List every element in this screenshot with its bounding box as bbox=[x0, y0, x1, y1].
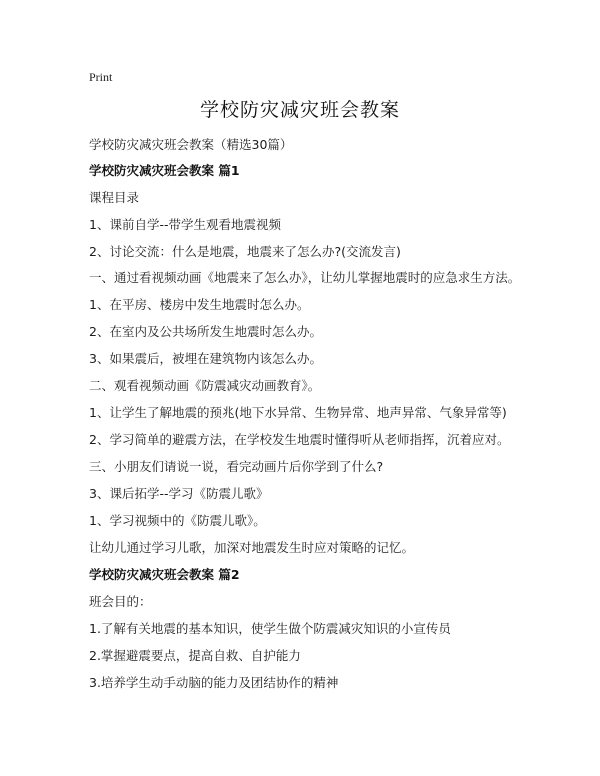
paragraph-line: 班会目的： bbox=[89, 594, 152, 609]
paragraph-line: 1、在平房、楼房中发生地震时怎么办。 bbox=[89, 297, 310, 312]
section-heading-1: 学校防灾减灾班会教案 篇1 bbox=[89, 163, 240, 178]
paragraph-line: 二、观看视频动画《防震减灾动画教育》。 bbox=[89, 378, 321, 393]
paragraph-line: 1、学习视频中的《防震儿歌》。 bbox=[89, 513, 266, 528]
paragraph-line: 2.掌握避震要点，提高自救、自护能力 bbox=[89, 648, 301, 663]
paragraph-line: 2、学习简单的避震方法，在学校发生地震时懂得听从老师指挥，沉着应对。 bbox=[89, 432, 510, 447]
page-title: 学校防灾减灾班会教案 bbox=[199, 99, 400, 121]
paragraph-line: 2、在室内及公共场所发生地震时怎么办。 bbox=[89, 324, 322, 339]
paragraph-line: 1、课前自学--带学生观看地震视频 bbox=[89, 217, 281, 232]
paragraph-line: 3、课后拓学--学习《防震儿歌》 bbox=[89, 486, 269, 501]
paragraph-line: 三、小朋友们请说一说，看完动画片后你学到了什么? bbox=[89, 459, 384, 474]
paragraph-line: 1、让学生了解地震的预兆(地下水异常、生物异常、地声异常、气象异常等) bbox=[89, 405, 507, 420]
print-label: Print bbox=[89, 70, 113, 84]
paragraph-line: 2、讨论交流：什么是地震，地震来了怎么办?(交流发言) bbox=[89, 244, 401, 259]
paragraph-line: 让幼儿通过学习儿歌，加深对地震发生时应对策略的记忆。 bbox=[89, 540, 415, 555]
paragraph-line: 3.培养学生动手动脑的能力及团结协作的精神 bbox=[89, 675, 339, 690]
paragraph-line: 1.了解有关地震的基本知识，使学生做个防震减灾知识的小宣传员 bbox=[89, 621, 451, 636]
paragraph-line: 课程目录 bbox=[89, 190, 140, 205]
paragraph-line: 一、通过看视频动画《地震来了怎么办》，让幼儿掌握地震时的应急求生方法。 bbox=[89, 270, 521, 285]
section-heading-2: 学校防灾减灾班会教案 篇2 bbox=[89, 567, 240, 582]
paragraph-line: 3、如果震后，被埋在建筑物内该怎么办。 bbox=[89, 351, 322, 366]
document-subtitle: 学校防灾减灾班会教案（精选30篇） bbox=[89, 137, 293, 152]
